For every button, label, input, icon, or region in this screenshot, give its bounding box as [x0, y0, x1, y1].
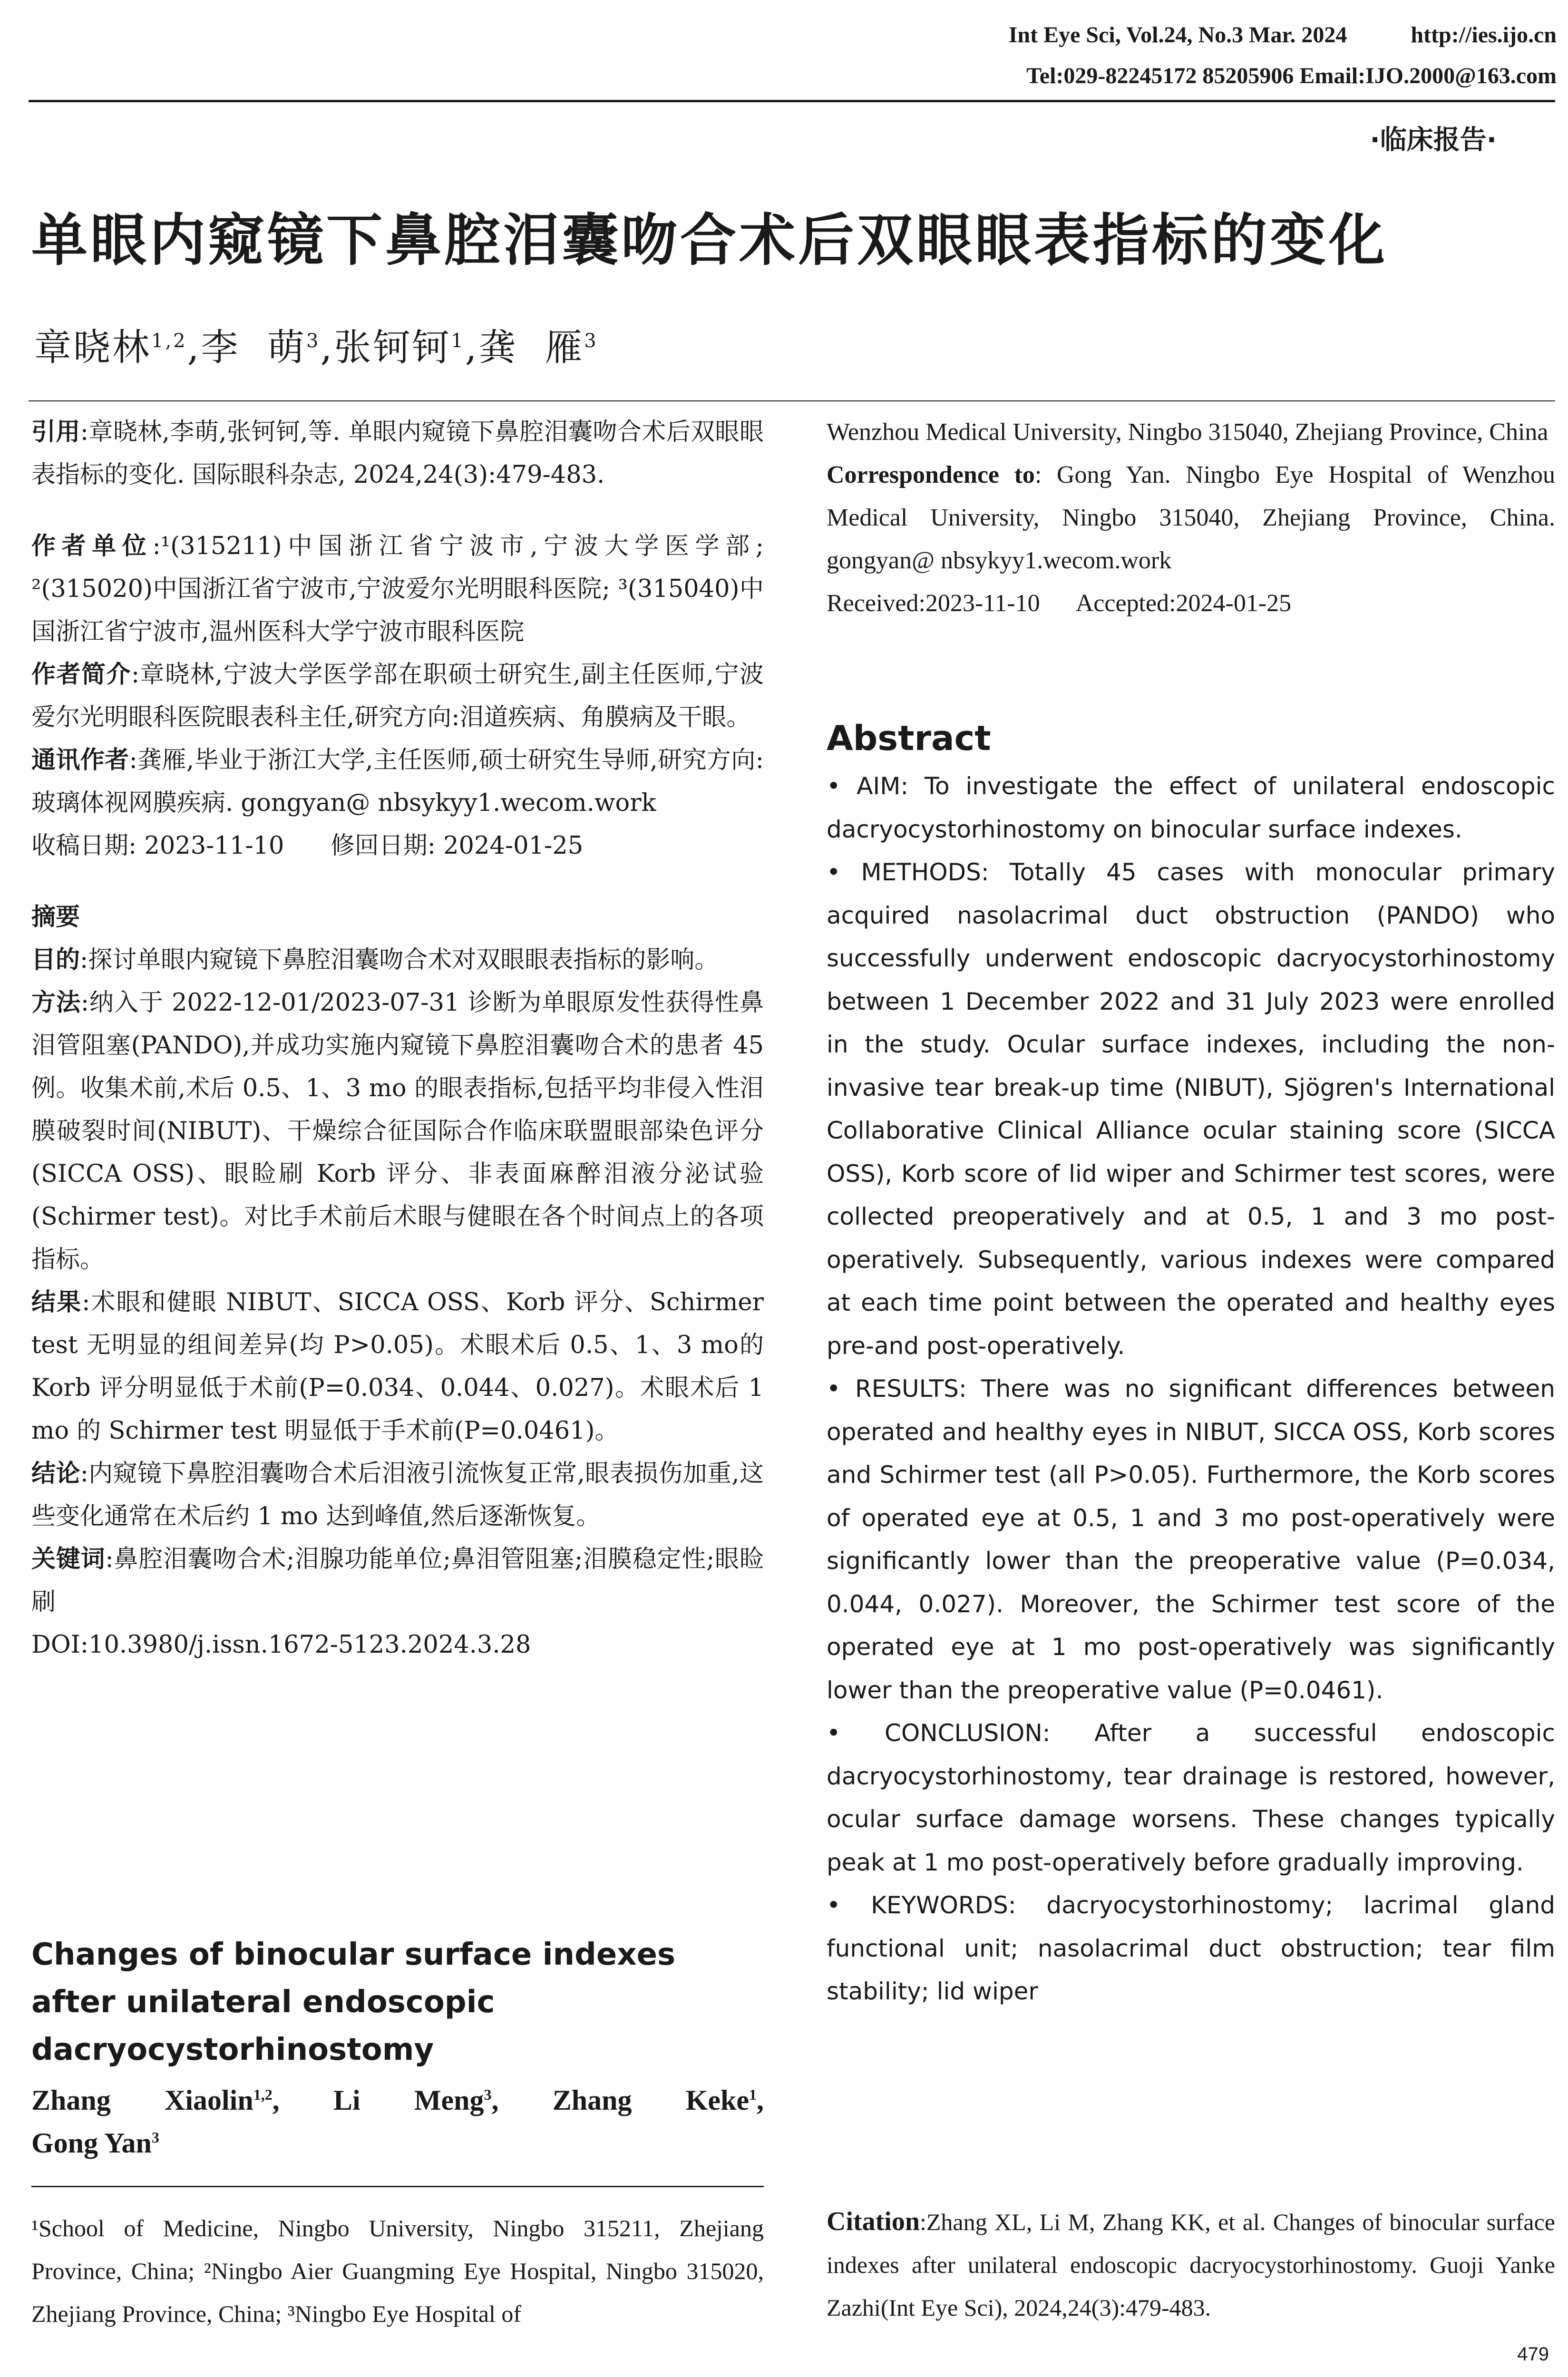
journal-header — [510, 22, 1557, 48]
abstract-results: • RESULTS: There was no significant differences between operated and healthy eyes in NIBUT, SICCA OSS, Korb scores and Schirmer test (all P>0.05). Furthermore, the Korb scores of operated eye at 0.5, 1 and 3 mo post-operatively were significantly lower than the preoperative value (P=0.034, 0.044, 0.027). Moreover, the Schirmer test score of the operated eye at 1 mo post-operatively was significantly lower than the preoperative value (P=0.0461). — [827, 1375, 1555, 1704]
citation-en-label: Citation — [827, 2207, 920, 2236]
author-affil-sup: 1,2 — [253, 2086, 273, 2103]
page-number: 479 — [1517, 2344, 1549, 2365]
corr-text: :龚雁,毕业于浙江大学,主任医师,硕士研究生导师,研究方向:玻璃体视网膜疾病. gongyan@ nbsykyy1.wecom.work — [31, 746, 764, 817]
author-name: 章晓林 — [34, 326, 152, 369]
abstract-keywords: • KEYWORDS: dacryocystorhinostomy; lacrimal gland functional unit; nasolacrimal duct obstruction; tear film stability; lid wiper — [827, 1891, 1555, 2005]
abstract-methods: • METHODS: Totally 45 cases with monocular primary acquired nasolacrimal duct obstruction (PANDO) who successfully underwent endoscopic dacryocystorhinostomy between 1 December 2022 and 31 July 2023 were enrolled in the study. Ocular surface indexes, including the non-invasive tear break-up time (NIBUT), Sjögren's International Collaborative Clinical Alliance ocular staining score (SICCA OSS), Korb score of lid wiper and Schirmer test scores, were collected preoperatively and at 0.5, 1 and 3 mo post-operatively. Subsequently, various indexes were compared at each time point between the operated and healthy eyes pre-and post-operatively. — [827, 858, 1555, 1360]
corr-label: 通讯作者 — [31, 746, 129, 774]
methods-label: 方法 — [31, 989, 81, 1017]
english-title: Changes of binocular surface indexes after unilateral endoscopic dacryocystorhinostomy — [31, 1937, 676, 2067]
author-name: 龚 雁 — [478, 326, 584, 369]
author-separator: , — [465, 326, 479, 369]
citation-text: :章晓林,李萌,张钶钶,等. 单眼内窥镜下鼻腔泪囊吻合术后双眼眼表指标的变化. 国际眼科杂志, 2024,24(3):479-483. — [31, 418, 764, 489]
correspondence-label: Correspondence to — [827, 461, 1035, 488]
journal-contact: Tel:029-82245172 85205906 Email:IJO.2000@163.com — [1026, 63, 1557, 88]
author-separator: , — [320, 326, 334, 369]
affiliation-cn — [31, 525, 764, 653]
abstract-heading-cn: 摘要 — [31, 903, 80, 931]
page-title: 单眼内窥镜下鼻腔泪囊吻合术后双眼眼表指标的变化 — [31, 207, 1388, 273]
abstract-heading-en: Abstract — [827, 718, 991, 758]
left-column — [31, 411, 764, 1666]
author-bio — [31, 653, 764, 739]
keywords-text: :鼻腔泪囊吻合术;泪腺功能单位;鼻泪管阻塞;泪膜稳定性;眼睑刷 — [31, 1545, 764, 1616]
citation-label: 引用 — [31, 418, 80, 446]
header-rule — [29, 100, 1555, 102]
author-name-en: Li Meng — [333, 2085, 484, 2116]
abstract-conclusion: • CONCLUSION: After a successful endoscopic dacryocystorhinostomy, tear drainage is restored, however, ocular surface damage worsens. These changes typically peak at 1 mo post-operatively before gradually improving. — [827, 1719, 1555, 1876]
footnote-rule — [31, 2186, 764, 2187]
abstract-aim: • AIM: To investigate the effect of unilateral endoscopic dacryocystorhinostomy on binocular surface indexes. — [827, 772, 1555, 843]
affiliation-label: 作者单位 — [31, 532, 153, 560]
author-affil-sup: 3 — [151, 2129, 159, 2146]
author-name: 张钶钶 — [334, 326, 451, 369]
author-name: 李 萌 — [201, 326, 307, 369]
section-label: ·临床报告· — [1370, 125, 1497, 156]
right-column-top — [827, 411, 1555, 625]
author-list-en-line2 — [31, 2114, 159, 2166]
keywords-cn — [31, 1538, 764, 1624]
methods-cn — [31, 982, 764, 1281]
author-separator: , — [187, 326, 201, 369]
aim-cn — [31, 939, 764, 982]
affiliation-text: :¹(315211)中国浙江省宁波市,宁波大学医学部; ²(315020)中国浙江省宁波市,宁波爱尔光明眼科医院; ³(315040)中国浙江省宁波市,温州医科大学宁波市眼科医院 — [31, 532, 764, 646]
conclusion-cn — [31, 1452, 764, 1538]
corresponding-author-cn — [31, 739, 764, 825]
abstract-en — [827, 765, 1555, 2013]
dates-cn: 收稿日期: 2023-11-10 修回日期: 2024-01-25 — [31, 832, 584, 860]
journal-url: http://ies.ijo.cn — [1411, 22, 1557, 48]
methods-text: :纳入于 2022-12-01/2023-07-31 诊断为单眼原发性获得性鼻泪管阻塞(PANDO),并成功实施内窥镜下鼻腔泪囊吻合术的患者 45 例。收集术前,术后 0.5、1、3 mo 的眼表指标,包括平均非侵入性泪膜破裂时间(NIBUT)、干燥综合征国际合作临床联盟眼部染色评分(SICCA OSS)、眼睑刷 Korb 评分、非表面麻醉泪液分泌试验(Schirmer test)。对比手术前后术眼与健眼在各个时间点上的各项指标。 — [31, 989, 764, 1274]
author-affil-sup: 3 — [584, 330, 598, 352]
author-affil-sup: 3 — [484, 2086, 492, 2103]
citation-en — [827, 2200, 1555, 2329]
received-dates: Received:2023-11-10 Accepted:2024-01-25 — [827, 590, 1292, 617]
author-rule — [29, 400, 1555, 401]
doi: DOI:10.3980/j.issn.1672-5123.2024.3.28 — [31, 1631, 531, 1659]
results-label: 结果 — [31, 1288, 82, 1316]
author-list-en: Zhang Xiaolin$^{1,2}$, Li Meng$^3$, Zhang Keke$^1$, — [31, 2085, 764, 2116]
author-name-en: Zhang Xiaolin — [31, 2085, 253, 2116]
author-affil-sup: 1 — [451, 330, 465, 352]
keywords-label: 关键词 — [31, 1545, 106, 1573]
citation-en-text: :Zhang XL, Li M, Zhang KK, et al. Changes of binocular surface indexes after unilateral endoscopic dacryocystorhinostomy. Guoji Yanke Zazhi(Int Eye Sci), 2024,24(3):479-483. — [827, 2209, 1555, 2321]
author-name-en: Gong Yan — [31, 2127, 152, 2159]
conclusion-label: 结论 — [31, 1460, 80, 1488]
bio-label: 作者简介 — [31, 661, 131, 689]
author-affil-sup: 1 — [749, 2086, 757, 2103]
conclusion-text: :内窥镜下鼻腔泪囊吻合术后泪液引流恢复正常,眼表损伤加重,这些变化通常在术后约 1 mo 达到峰值,然后逐渐恢复。 — [31, 1460, 764, 1530]
bio-text: :章晓林,宁波大学医学部在职硕士研究生,副主任医师,宁波爱尔光明眼科医院眼表科主任,研究方向:泪道疾病、角膜病及干眼。 — [31, 661, 764, 731]
aim-label: 目的 — [31, 946, 80, 974]
correspondence-text: : Gong Yan. Ningbo Eye Hospital of Wenzhou Medical University, Ningbo 315040, Zhejiang Province, China. gongyan@ nbsykyy1.wecom.work — [827, 461, 1556, 574]
author-list-cn — [34, 318, 598, 371]
journal-info: Int Eye Sci, Vol.24, No.3 Mar. 2024 — [1008, 22, 1347, 48]
author-name-en: Zhang Keke — [552, 2085, 750, 2116]
aim-text: :探讨单眼内窥镜下鼻腔泪囊吻合术对双眼眼表指标的影响。 — [80, 946, 719, 974]
results-text: :术眼和健眼 NIBUT、SICCA OSS、Korb 评分、Schirmer test 无明显的组间差异(均 P>0.05)。术眼术后 0.5、1、3 mo的 Korb 评分明显低于术前(P=0.034、0.044、0.027)。术眼术后 1 mo 的 Schirmer test 明显低于手术前(P=0.0461)。 — [31, 1288, 764, 1445]
citation-cn — [31, 411, 764, 497]
results-cn — [31, 1281, 764, 1452]
english-affiliations: ¹School of Medicine, Ningbo University, Ningbo 315211, Zhejiang Province, China; ²Ningbo Aier Guangming Eye Hospital, Ningbo 315020, Zhejiang Province, China; ³Ningbo Eye Hospital of — [31, 2215, 764, 2327]
author-affil-sup: 3 — [306, 330, 321, 352]
affiliation-continued: Wenzhou Medical University, Ningbo 315040, Zhejiang Province, China — [827, 419, 1549, 446]
author-affil-sup: 1,2 — [151, 330, 187, 352]
correspondence-en — [827, 454, 1555, 582]
